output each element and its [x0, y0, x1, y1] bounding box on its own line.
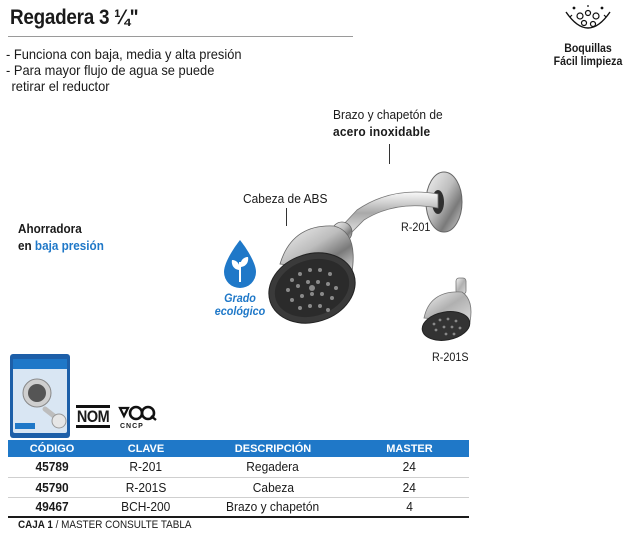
- table-row: [8, 497, 469, 517]
- cell-master: 24: [350, 477, 469, 497]
- cell-descripcion: Cabeza: [196, 477, 350, 497]
- water-saver-text: [18, 220, 104, 254]
- page-title: Regadera 3 ¼": [10, 6, 139, 29]
- arm-callout-line2: acero inoxidable: [333, 124, 431, 139]
- saver-line2: en baja presión: [18, 238, 104, 253]
- nozzle-cleaning-icon: [558, 4, 618, 40]
- head-callout: Cabeza de ABS: [243, 191, 328, 206]
- model-label-small: R-201S: [432, 350, 469, 364]
- title-rule: [8, 36, 353, 37]
- cell-clave: R-201: [96, 457, 196, 477]
- cell-codigo: 45790: [8, 477, 96, 497]
- packaging-image: [9, 353, 71, 439]
- product-table: [8, 440, 469, 518]
- cell-descripcion: Brazo y chapetón: [196, 497, 350, 517]
- feature-list: [6, 46, 242, 94]
- cell-master: 24: [350, 457, 469, 477]
- cell-codigo: 45789: [8, 457, 96, 477]
- eco-label-2: ecológico: [214, 304, 266, 318]
- cell-clave: R-201S: [96, 477, 196, 497]
- small-shower-head-image: [418, 276, 478, 342]
- box-footnote: CAJA 1 / MASTER CONSULTE TABLA: [18, 519, 192, 531]
- cncp-logo-icon: [116, 404, 158, 422]
- arm-callout: [333, 106, 443, 140]
- feature-item: - Funciona con baja, media y alta presión: [6, 46, 242, 62]
- eco-label-1: Grado: [224, 291, 256, 305]
- cell-descripcion: Regadera: [196, 457, 350, 477]
- column-header: CÓDIGO: [8, 440, 96, 457]
- eco-drop-icon: [220, 238, 260, 290]
- column-header: MASTER: [350, 440, 469, 457]
- cell-codigo: 49467: [8, 497, 96, 517]
- column-header: DESCRIPCIÓN: [196, 440, 350, 457]
- table-row: [8, 477, 469, 497]
- badge-label-2: Fácil limpieza: [553, 54, 623, 68]
- nom-logo: NOM: [76, 407, 110, 426]
- cncp-label: CNCP: [120, 423, 144, 430]
- model-label-main: R-201: [401, 220, 431, 234]
- feature-item: - Para mayor flujo de agua se puede: [6, 62, 215, 78]
- easy-clean-badge: [548, 4, 628, 68]
- table-header-row: [8, 440, 469, 457]
- arm-callout-line1: Brazo y chapetón de: [333, 107, 443, 122]
- feature-item: retirar el reductor: [11, 78, 110, 94]
- column-header: CLAVE: [96, 440, 196, 457]
- table-row: [8, 457, 469, 477]
- cell-clave: BCH-200: [96, 497, 196, 517]
- cell-master: 4: [350, 497, 469, 517]
- badge-label-1: Boquillas: [564, 41, 612, 55]
- saver-line1: Ahorradora: [18, 221, 82, 236]
